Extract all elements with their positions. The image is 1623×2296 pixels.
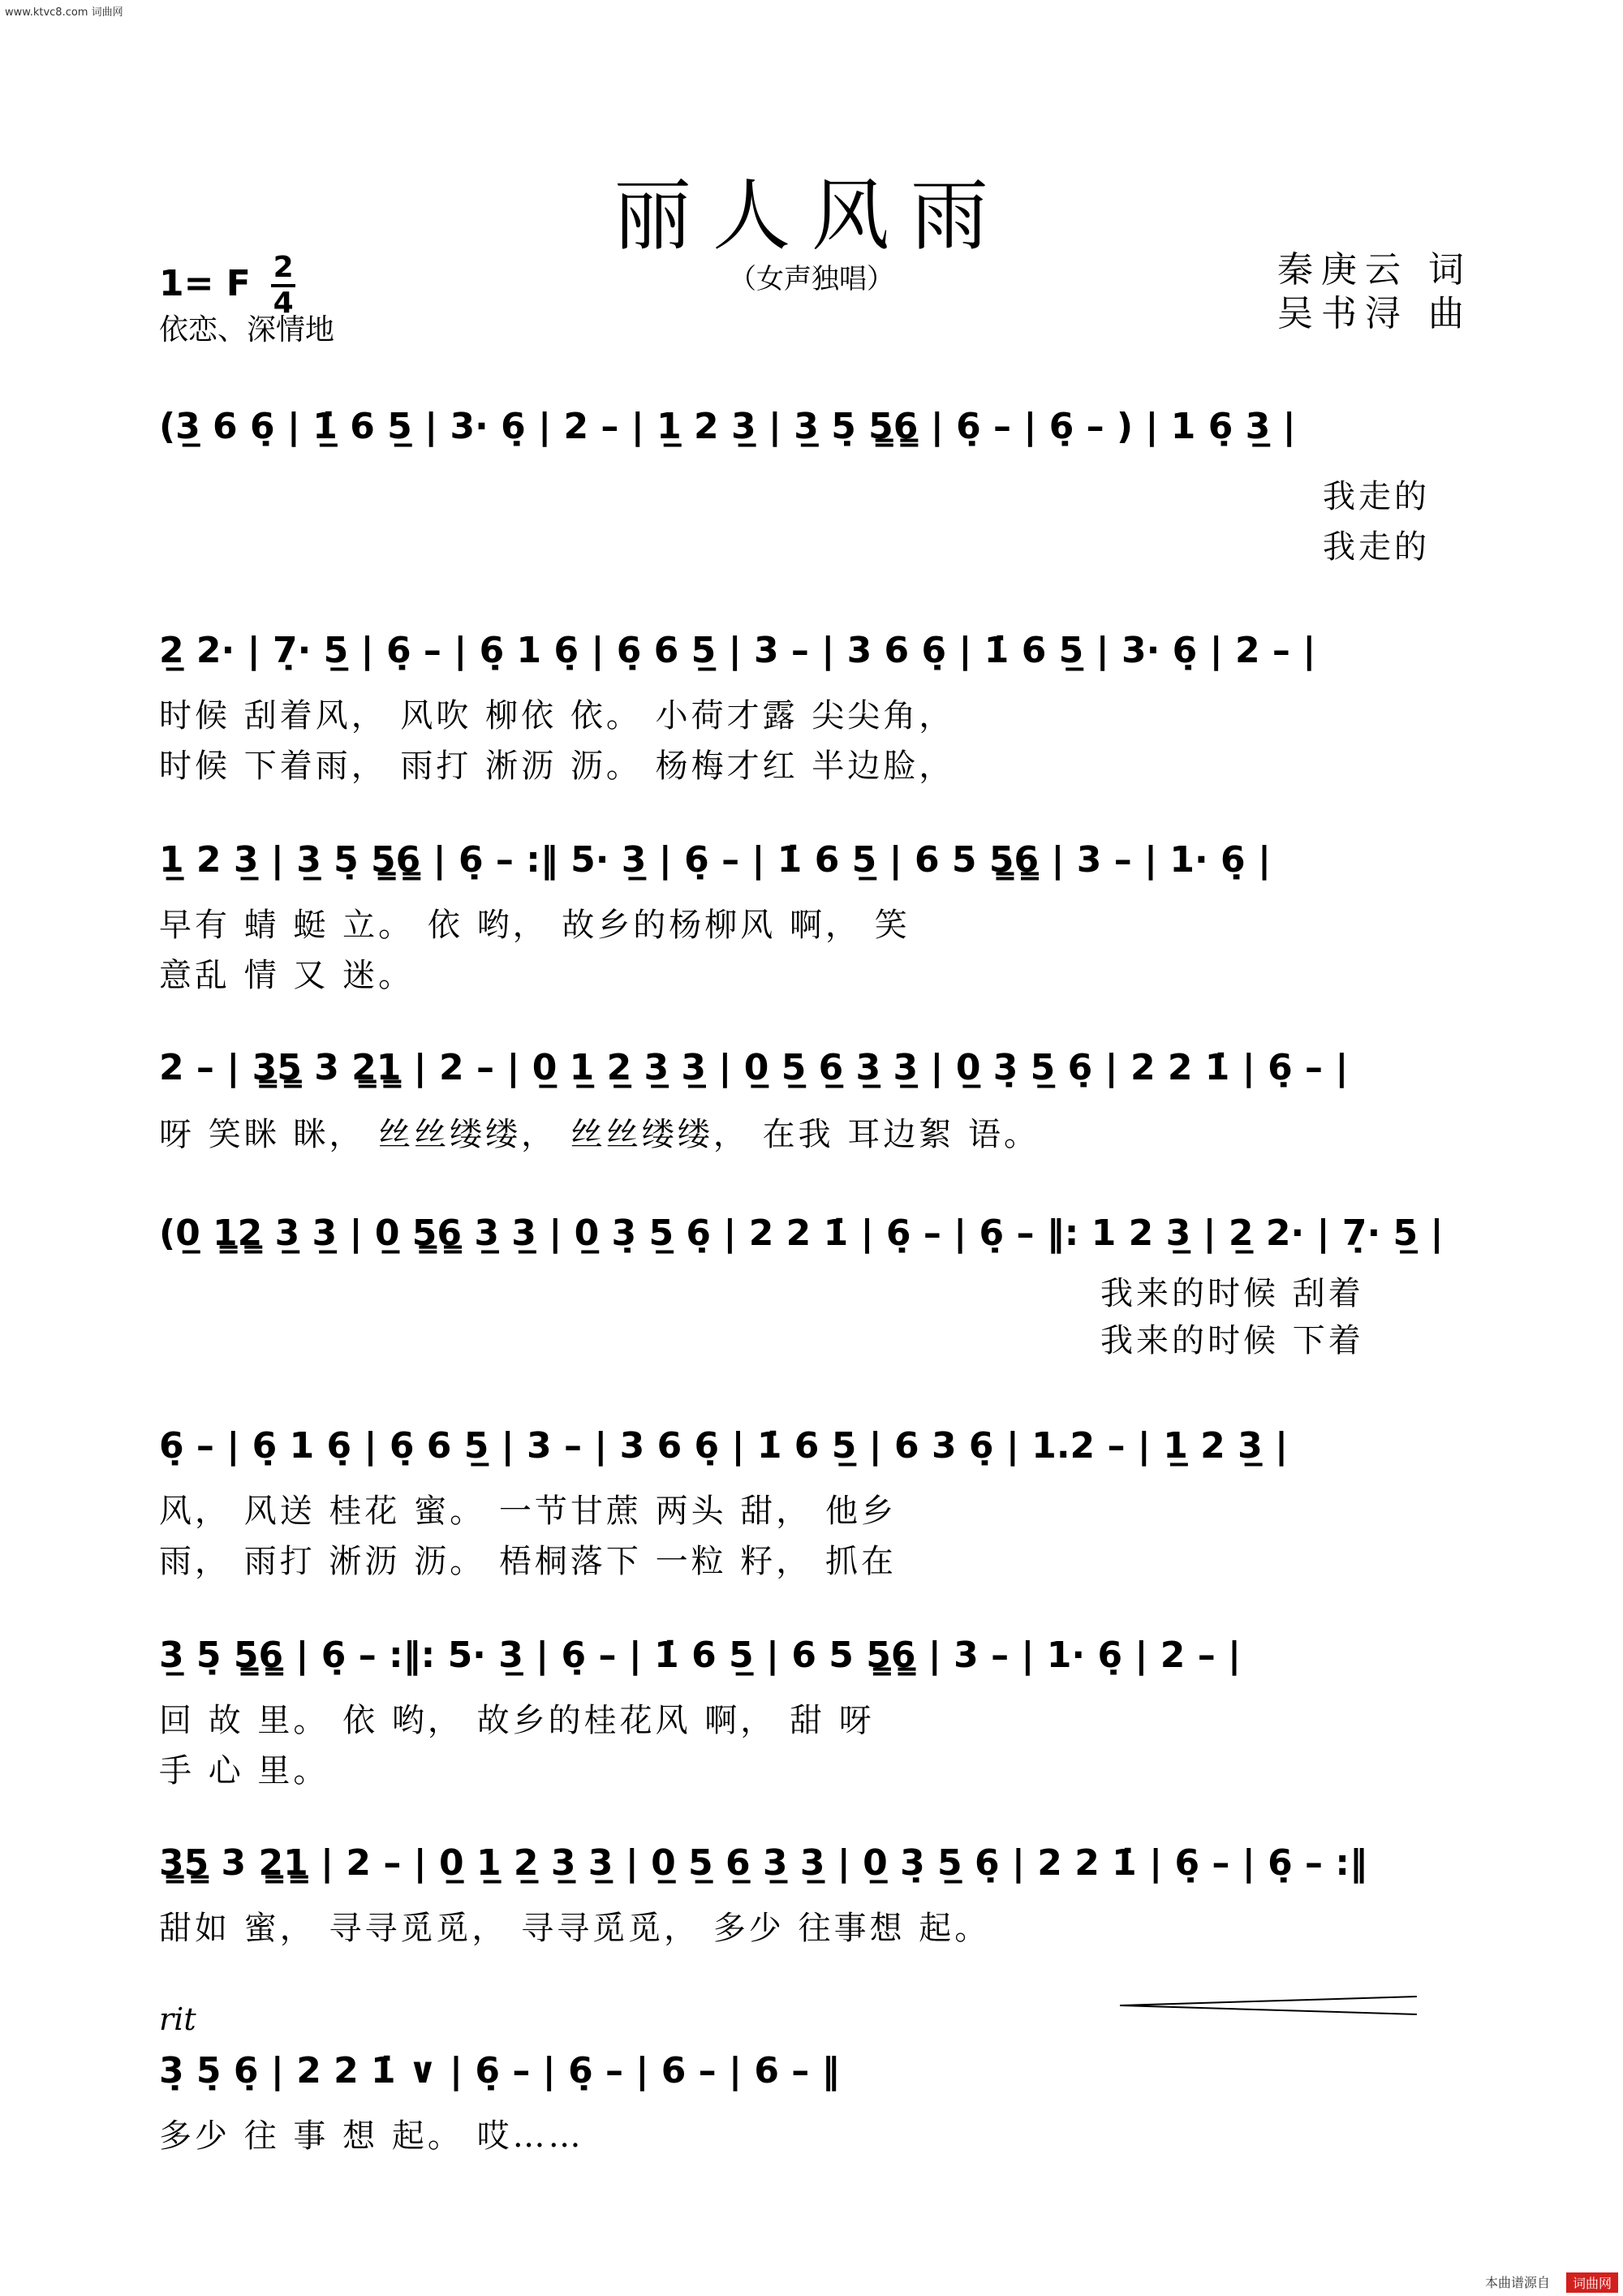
score-system-1: (3̲ 6 6̣ | 1̲̇ 6 5̲ | 3· 6̣ | 2 – | 1̲ 2 3̲ | 3̲ 5̣ 5̳6̳ | 6̣ – | 6̣ – ) | 1 6̣ 3̲ | bbox=[159, 406, 1296, 447]
lyrics-3-verse-1: 早有 蜻 蜓 立。 依 哟， 故乡的杨柳风 啊， 笑 bbox=[159, 907, 911, 944]
song-title: 丽人风雨 bbox=[613, 170, 1010, 261]
time-bottom: 4 bbox=[273, 286, 294, 320]
composer-credit: 吴书浔 曲 bbox=[1277, 293, 1472, 334]
lyrics-2-verse-2: 时候 下着雨， 雨打 淅沥 沥。 杨梅才红 半边脸， bbox=[159, 747, 955, 785]
key-label: 1= F bbox=[159, 263, 251, 304]
lyrics-5-verse-1: 我来的时候 刮着 bbox=[1100, 1275, 1364, 1312]
lyrics-1-verse-1: 我走的 bbox=[1323, 478, 1430, 515]
site-watermark-bottom: 本曲谱源自 bbox=[1484, 2275, 1550, 2290]
tempo-mood: 依恋、深情地 bbox=[159, 313, 335, 347]
lyrics-9-verse-1: 多少 往 事 想 起。 哎…… bbox=[159, 2117, 584, 2155]
score-system-4: 2 – | 3̳5̳ 3 2̳1̳ | 2 – | 0̲ 1̲ 2̲ 3̲ 3̲ | 0̲ 5̲ 6̲ 3̲ 3̲ | 0̲ 3̣ 5̲ 6̣ | 2 2 1̇ | 6̣ – | bbox=[159, 1047, 1349, 1088]
score-system-7: 3̲ 5̣ 5̳6̳ | 6̣ – :‖: 5· 3̲ | 6̣ – | 1̇ 6 5̲ | 6 5 5̳6̳ | 3 – | 1· 6̣ | 2 – | bbox=[159, 1635, 1242, 1676]
lyrics-7-verse-2: 手 心 里。 bbox=[159, 1752, 329, 1790]
lyrics-6-verse-2: 雨， 雨打 淅沥 沥。 梧桐落下 一粒 籽， 抓在 bbox=[159, 1543, 898, 1580]
score-system-9: 3̣ 5̣ 6̣ | 2 2 1̇ ∨ | 6̣ – | 6̣ – | 6 – | 6 – ‖ bbox=[159, 2050, 840, 2091]
site-watermark-top: www.ktvc8.com 词曲网 bbox=[5, 6, 123, 19]
lyricist-credit: 秦庚云 词 bbox=[1277, 249, 1472, 291]
lyrics-1-verse-2: 我走的 bbox=[1323, 528, 1430, 566]
song-subtitle: （女声独唱） bbox=[729, 263, 894, 295]
lyrics-6-verse-1: 风， 风送 桂花 蜜。 一节甘蔗 两头 甜， 他乡 bbox=[159, 1493, 898, 1530]
score-system-2: 2̲ 2· | 7̣· 5̲ | 6̣ – | 6̣ 1 6̣ | 6̣ 6 5̲ | 3 – | 3 6 6̣ | 1̇ 6 5̲ | 3· 6̣ | 2 – | bbox=[159, 630, 1316, 671]
decrescendo-hairpin bbox=[1120, 1993, 1420, 2018]
time-top: 2 bbox=[273, 251, 294, 284]
ritardando-marking: rit bbox=[159, 2001, 196, 2037]
lyrics-7-verse-1: 回 故 里。 依 哟， 故乡的桂花风 啊， 甜 呀 bbox=[159, 1702, 875, 1739]
lyrics-8-verse-1: 甜如 蜜， 寻寻觅觅， 寻寻觅觅， 多少 往事想 起。 bbox=[159, 1910, 991, 1947]
score-system-6: 6̣ – | 6̣ 1 6̣ | 6̣ 6 5̲ | 3 – | 3 6 6̣ | 1̇ 6 5̲ | 6 3 6̣ | 1.2 – | 1̲ 2 3̲ | bbox=[159, 1425, 1289, 1467]
lyrics-3-verse-2: 意乱 情 又 迷。 bbox=[159, 957, 415, 994]
site-badge: 词曲网 bbox=[1566, 2272, 1618, 2293]
lyrics-5-verse-2: 我来的时候 下着 bbox=[1100, 1322, 1364, 1359]
score-system-8: 3̳5̳ 3 2̳1̳ | 2 – | 0̲ 1̲ 2̲ 3̲ 3̲ | 0̲ 5̲ 6̲ 3̲ 3̲ | 0̲ 3̣ 5̲ 6̣ | 2 2 1̇ | 6̣ – | 6̣ – :‖ bbox=[159, 1842, 1367, 1884]
lyrics-2-verse-1: 时候 刮着风， 风吹 柳依 依。 小荷才露 尖尖角， bbox=[159, 697, 955, 734]
score-system-5: (0̲ 1̳2̳ 3̲ 3̲ | 0̲ 5̳6̳ 3̲ 3̲ | 0̲ 3̣ 5̲ 6̣ | 2 2 1̇ | 6̣ – | 6̣ – ‖: 1 2 3̲ | 2̲ 2· | 7̣· 5̲ | bbox=[159, 1213, 1444, 1254]
lyrics-4-verse-1: 呀 笑眯 眯， 丝丝缕缕， 丝丝缕缕， 在我 耳边絮 语。 bbox=[159, 1116, 1040, 1153]
score-system-3: 1̲ 2 3̲ | 3̲ 5̣ 5̳6̳ | 6̣ – :‖ 5· 3̲ | 6̣ – | 1̇ 6 5̲ | 6 5 5̳6̳ | 3 – | 1· 6̣ | bbox=[159, 839, 1272, 881]
